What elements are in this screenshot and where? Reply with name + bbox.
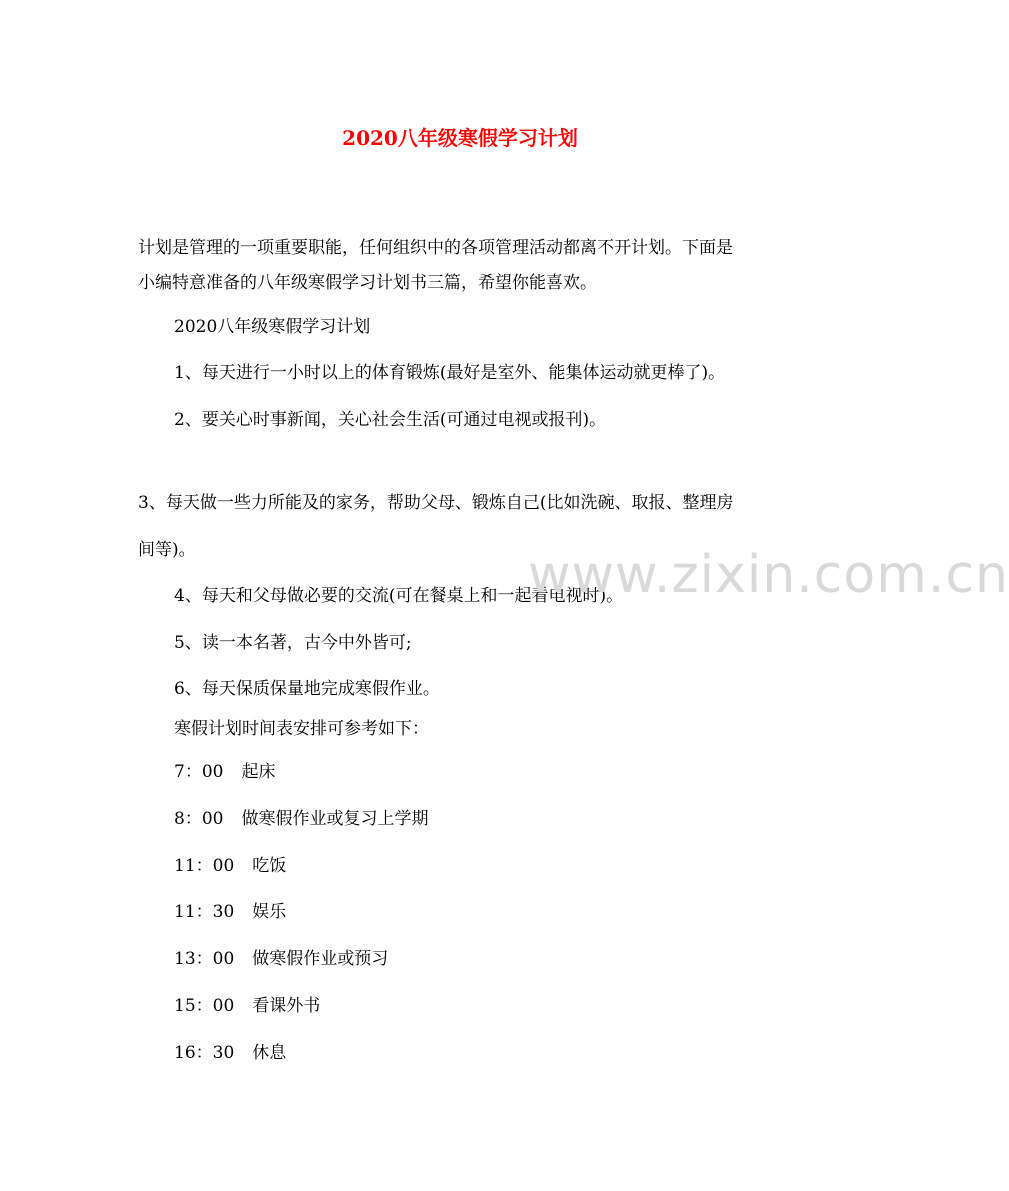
list-item: 4、每天和父母做必要的交流(可在餐桌上和一起看电视时)。 (174, 586, 624, 606)
schedule-time: 13：00 (174, 949, 235, 969)
schedule-time: 15：00 (174, 996, 235, 1016)
schedule-row (174, 760, 275, 784)
list-item: 3、每天做一些力所能及的家务，帮助父母、锻炼自己(比如洗碗、取报、整理房 (138, 493, 734, 513)
schedule-intro: 寒假计划时间表安排可参考如下： (174, 719, 429, 739)
intro-line-1: 计划是管理的一项重要职能，任何组织中的各项管理活动都离不开计划。下面是 (138, 238, 733, 258)
list-item-continuation: 间等)。 (138, 540, 196, 560)
schedule-row (174, 854, 286, 878)
list-item: 2、要关心时事新闻，关心社会生活(可通过电视或报刊)。 (174, 410, 607, 430)
schedule-row (174, 994, 320, 1018)
intro-line-2: 小编特意准备的八年级寒假学习计划书三篇，希望你能喜欢。 (138, 273, 597, 293)
schedule-activity: 做寒假作业或预习 (252, 949, 389, 969)
schedule-activity: 休息 (252, 1043, 287, 1063)
schedule-row (174, 947, 388, 971)
schedule-time: 11：00 (174, 856, 235, 876)
schedule-time: 16：30 (174, 1043, 235, 1063)
schedule-activity: 做寒假作业或复习上学期 (241, 809, 429, 829)
schedule-row (174, 900, 286, 924)
list-item: 6、每天保质保量地完成寒假作业。 (174, 679, 440, 699)
schedule-activity: 看课外书 (252, 996, 321, 1016)
schedule-time: 8：00 (174, 809, 224, 829)
list-item: 1、每天进行一小时以上的体育锻炼(最好是室外、能集体运动就更棒了)。 (174, 363, 726, 383)
schedule-activity: 娱乐 (252, 902, 287, 922)
schedule-activity: 起床 (241, 762, 276, 782)
schedule-time: 7：00 (174, 762, 224, 782)
schedule-row (174, 807, 428, 831)
section-subtitle: 2020八年级寒假学习计划 (174, 317, 371, 337)
schedule-time: 11：30 (174, 902, 235, 922)
watermark: www.zixin.com.cn (528, 545, 1009, 605)
schedule-activity: 吃饭 (252, 856, 287, 876)
document-title: 2020八年级寒假学习计划 (342, 126, 578, 150)
list-item: 5、读一本名著，古今中外皆可; (174, 633, 412, 653)
schedule-row (174, 1041, 286, 1065)
